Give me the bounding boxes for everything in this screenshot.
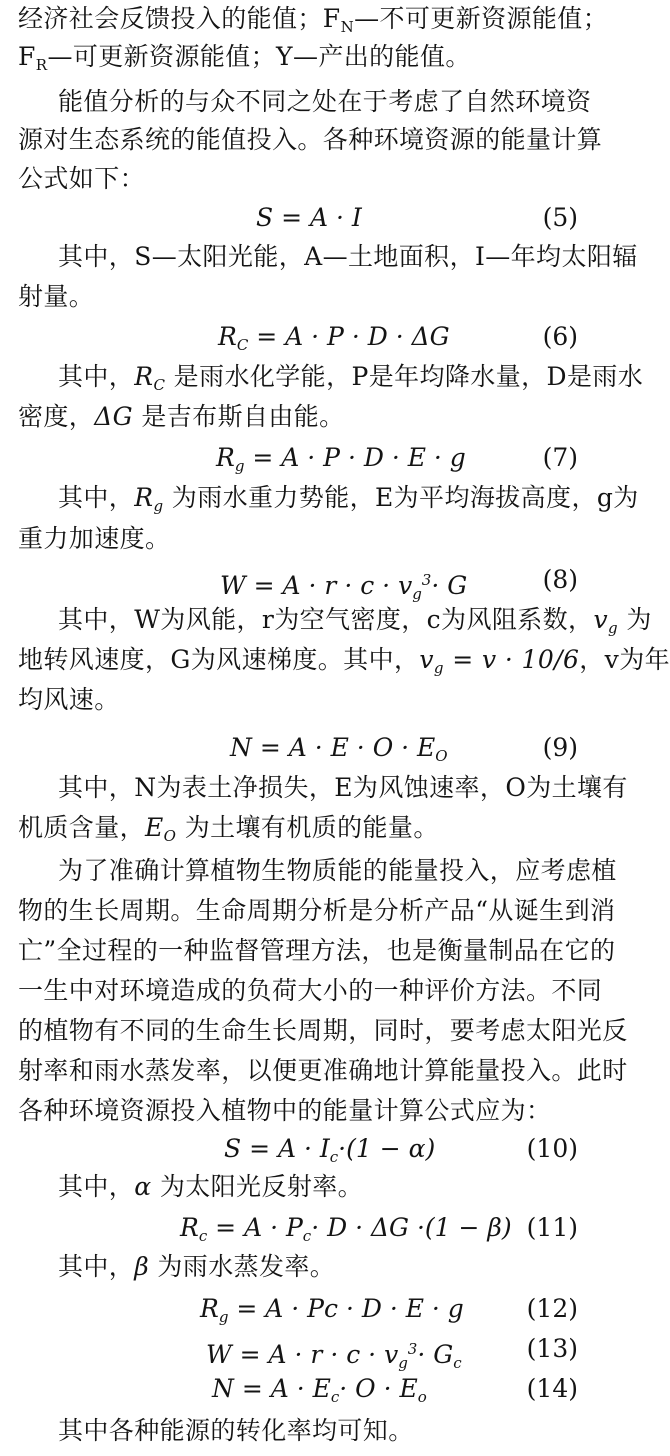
text-line: 射量。 <box>18 282 95 311</box>
text-run: 地转风速度，G为风速梯度。其中， <box>18 645 420 674</box>
math-expression: = v · 10/6 <box>443 645 580 674</box>
text-line: 公式如下： <box>18 164 146 193</box>
equation-6 <box>0 320 600 354</box>
equation-number: (7) <box>542 443 578 472</box>
math-var: α <box>134 1172 152 1201</box>
equation-7 <box>0 441 600 475</box>
text-line <box>58 360 644 402</box>
equation-number: (13) <box>526 1334 578 1363</box>
equation-13 <box>0 1332 600 1372</box>
math-var: R <box>134 483 154 512</box>
text-run: 经济社会反馈投入的能值；F <box>18 4 341 33</box>
equation-number: (12) <box>526 1294 578 1323</box>
subscript: C <box>153 376 166 394</box>
equation-5 <box>0 201 600 235</box>
subscript: g <box>398 1354 408 1372</box>
text-line <box>18 2 609 44</box>
text-run: 是吉布斯自由能。 <box>133 402 345 431</box>
formula-part: = A · P · D · E · g <box>244 443 466 472</box>
text-run: 为雨水重力势能，E为平均海拔高度，g为 <box>163 483 639 512</box>
text-run: 为太阳光反射率。 <box>151 1172 364 1201</box>
text-run: 为 <box>618 605 652 634</box>
text-run: F <box>18 42 36 71</box>
subscript: g <box>153 497 164 515</box>
text-line <box>18 643 670 685</box>
text-run: 其中， <box>58 362 135 391</box>
subscript: c <box>330 1388 340 1406</box>
text-line: 为了准确计算植物生物质能的能量投入，应考虑植 <box>58 856 617 885</box>
formula-part: = A · P · D · ΔG <box>248 322 450 351</box>
subscript: o <box>417 1388 427 1406</box>
equation-12 <box>0 1292 600 1326</box>
text-line: 源对生态系统的能值投入。各种环境资源的能量计算 <box>18 125 603 154</box>
text-line <box>58 603 652 645</box>
formula <box>218 320 450 362</box>
formula <box>216 441 466 483</box>
equation-number: (5) <box>542 203 578 232</box>
text-line <box>58 1170 588 1204</box>
text-run: 为土壤有机质的能量。 <box>176 813 439 842</box>
formula-part: · O · E <box>339 1374 418 1403</box>
formula: S = A · I <box>256 203 362 232</box>
equation-8 <box>0 563 600 603</box>
text-line <box>58 1250 588 1284</box>
math-var: ΔG <box>94 402 134 431</box>
equation-number: (10) <box>526 1134 578 1163</box>
equation-number: (9) <box>542 733 578 762</box>
formula-part: · D · ΔG ·(1 − β) <box>311 1213 512 1242</box>
text-line: 亡”全过程的一种监督管理方法，也是衡量制品在它的 <box>18 936 616 965</box>
math-var: v <box>593 605 608 634</box>
text-line: 物的生长周期。生命周期分析是分析产品“从诞生到消 <box>18 896 616 925</box>
equation-14 <box>0 1372 600 1406</box>
text-line: 重力加速度。 <box>18 524 171 553</box>
formula <box>224 1132 435 1174</box>
equation-number: (11) <box>526 1213 578 1242</box>
text-run: —可更新资源能值；Y—产出的能值。 <box>47 42 471 71</box>
formula-part: = A · Pc · D · E · g <box>228 1294 464 1323</box>
formula-part: R <box>180 1213 199 1242</box>
equation-10 <box>0 1132 600 1166</box>
formula <box>200 1292 464 1334</box>
text-line: 均风速。 <box>18 685 120 714</box>
equation-number: (8) <box>542 565 578 594</box>
subscript: C <box>236 336 249 354</box>
subscript: c <box>329 1148 339 1166</box>
text-line <box>18 811 588 853</box>
text-run: 其中， <box>58 1172 135 1201</box>
text-line: 一生中对环境造成的负荷大小的一种评价方法。不同 <box>18 976 603 1005</box>
text-line: 的植物有不同的生命生长周期，同时，要考虑太阳光反 <box>18 1016 628 1045</box>
formula-part: S = A · I <box>224 1134 330 1163</box>
superscript: 3 <box>421 571 432 589</box>
subscript: N <box>340 18 355 36</box>
formula-part: W = A · r · c · v <box>206 1340 399 1369</box>
subscript: O <box>163 827 177 845</box>
text-line: 其中，N为表土净损失，E为风蚀速率，O为土壤有 <box>58 773 628 802</box>
subscript: c <box>198 1227 208 1245</box>
text-run: 为雨水蒸发率。 <box>149 1252 336 1281</box>
text-run: 密度， <box>18 402 95 431</box>
subscript: c <box>453 1354 462 1372</box>
formula-part: R <box>216 443 235 472</box>
math-var: β <box>134 1252 150 1281</box>
text-run: 其中， <box>58 483 135 512</box>
equation-11 <box>0 1211 600 1245</box>
subscript: g <box>607 619 618 637</box>
math-var: v <box>419 645 434 674</box>
text-run: 其中，W为风能，r为空气密度，c为风阻系数， <box>58 605 594 634</box>
text-line: 其中各种能源的转化率均可知。 <box>58 1416 414 1445</box>
subscript: g <box>218 1308 229 1326</box>
subscript: g <box>234 457 245 475</box>
math-var: R <box>134 362 154 391</box>
formula-part: · G <box>417 1340 454 1369</box>
subscript: R <box>35 56 48 74</box>
formula-part: N = A · E <box>212 1374 331 1403</box>
formula <box>230 731 448 773</box>
text-line <box>18 40 588 82</box>
subscript: O <box>435 747 448 765</box>
formula-part: R <box>218 322 237 351</box>
equation-9 <box>0 731 600 765</box>
text-run: ，v为年 <box>579 645 670 674</box>
formula-part: N = A · E · O · E <box>230 733 436 762</box>
text-run: 是雨水化学能，P是年均降水量，D是雨水 <box>165 362 644 391</box>
math-var: E <box>145 813 164 842</box>
formula-part: R <box>200 1294 219 1323</box>
text-run: 机质含量， <box>18 813 146 842</box>
text-line: 射率和雨水蒸发率，以便更准确地计算能量投入。此时 <box>18 1056 628 1085</box>
text-line <box>18 400 588 434</box>
formula-part: W = A · r · c · v <box>220 571 413 600</box>
subscript: c <box>302 1227 312 1245</box>
subscript: g <box>433 659 444 677</box>
equation-number: (6) <box>542 322 578 351</box>
text-line: 其中，S—太阳光能，A—土地面积，I—年均太阳辐 <box>58 242 638 271</box>
text-line: 能值分析的与众不同之处在于考虑了自然环境资 <box>58 87 592 116</box>
equation-number: (14) <box>526 1374 578 1403</box>
formula-part: ·(1 − α) <box>338 1134 436 1163</box>
text-line: 各种环境资源投入植物中的能量计算公式应为： <box>18 1096 552 1125</box>
formula <box>180 1211 512 1253</box>
formula-part: · G <box>431 571 468 600</box>
formula-part: = A · P <box>207 1213 303 1242</box>
text-run: 其中， <box>58 1252 135 1281</box>
text-run: —不可更新资源能值； <box>354 4 609 33</box>
superscript: 3 <box>407 1340 418 1358</box>
formula <box>212 1372 427 1414</box>
subscript: g <box>412 585 422 603</box>
text-line <box>58 481 639 523</box>
